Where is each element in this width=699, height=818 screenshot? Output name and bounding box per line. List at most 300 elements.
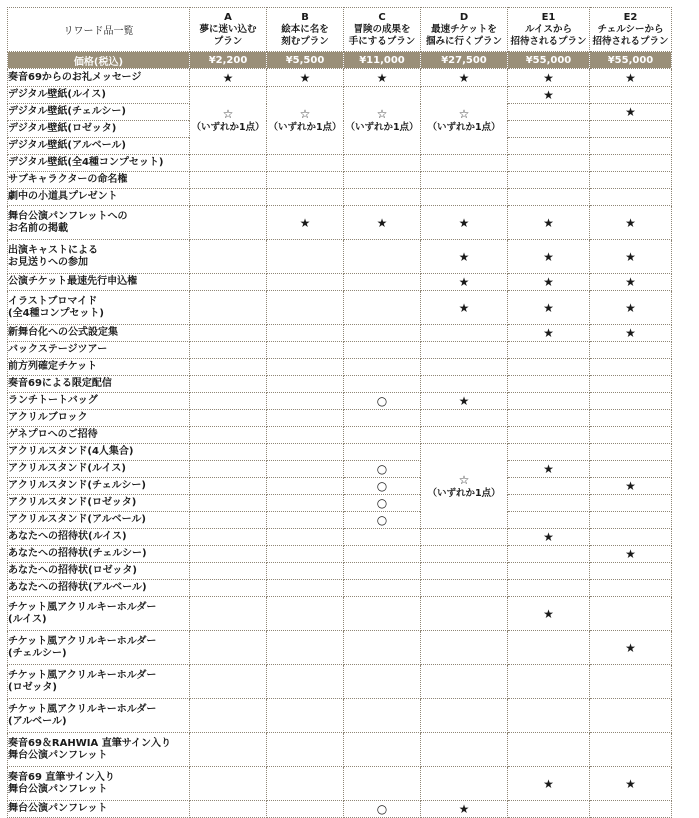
mark-cell: ★ bbox=[344, 69, 421, 87]
hollow-star-icon: ☆ bbox=[222, 107, 234, 121]
plan-name: 夢に迷い込む プラン bbox=[199, 23, 257, 47]
reward-item-label: デジタル壁紙(アルベール) bbox=[8, 138, 190, 155]
reward-item-label: 奏音69からのお礼メッセージ bbox=[8, 69, 190, 87]
reward-item-label: アクリルスタンド(4人集合) bbox=[8, 444, 190, 461]
mark-cell bbox=[344, 444, 421, 461]
mark-cell: ★ bbox=[590, 546, 672, 563]
mark-cell bbox=[590, 427, 672, 444]
mark-cell bbox=[267, 580, 344, 597]
mark-cell bbox=[344, 631, 421, 665]
mark-cell: ★ bbox=[590, 274, 672, 291]
mark-cell: ★ bbox=[590, 478, 672, 495]
price-b: ¥5,500 bbox=[267, 52, 344, 69]
mark-cell bbox=[590, 359, 672, 376]
choose-one-note: （いずれか1点） bbox=[427, 122, 501, 133]
mark-cell bbox=[190, 240, 267, 274]
mark-cell bbox=[344, 563, 421, 580]
mark-cell bbox=[190, 393, 267, 410]
mark-cell bbox=[590, 376, 672, 393]
mark-cell bbox=[344, 172, 421, 189]
mark-cell: ★ bbox=[508, 274, 590, 291]
table-row bbox=[8, 172, 672, 189]
mark-cell bbox=[267, 461, 344, 478]
plan-code: D bbox=[459, 11, 469, 23]
reward-item-label: チケット風アクリルキーホルダー (アルベール) bbox=[8, 699, 190, 733]
mark-cell bbox=[421, 342, 508, 359]
mark-cell bbox=[267, 427, 344, 444]
mark-cell bbox=[508, 376, 590, 393]
price-e1: ¥55,000 bbox=[508, 52, 590, 69]
choose-one-cell bbox=[190, 87, 267, 155]
mark-cell bbox=[590, 699, 672, 733]
mark-cell bbox=[190, 699, 267, 733]
mark-cell bbox=[508, 495, 590, 512]
reward-item-label: ランチトートバッグ bbox=[8, 393, 190, 410]
mark-cell bbox=[190, 189, 267, 206]
mark-cell bbox=[508, 189, 590, 206]
mark-cell bbox=[590, 495, 672, 512]
mark-cell bbox=[421, 597, 508, 631]
price-a: ¥2,200 bbox=[190, 52, 267, 69]
mark-cell bbox=[190, 478, 267, 495]
mark-cell bbox=[508, 172, 590, 189]
mark-cell: ★ bbox=[590, 240, 672, 274]
mark-cell bbox=[344, 291, 421, 325]
mark-cell bbox=[421, 359, 508, 376]
mark-cell bbox=[267, 597, 344, 631]
header-row bbox=[8, 8, 672, 52]
mark-cell: ★ bbox=[344, 206, 421, 240]
reward-item-label: あなたへの招待状(ルイス) bbox=[8, 529, 190, 546]
mark-cell bbox=[344, 155, 421, 172]
reward-item-label: 奏音69＆RAHWIA 直筆サイン入り 舞台公演パンフレット bbox=[8, 733, 190, 767]
mark-cell bbox=[190, 342, 267, 359]
mark-cell: ★ bbox=[508, 767, 590, 801]
mark-cell bbox=[421, 767, 508, 801]
mark-cell bbox=[344, 274, 421, 291]
mark-cell bbox=[344, 189, 421, 206]
table-row bbox=[8, 444, 672, 461]
mark-cell bbox=[267, 529, 344, 546]
hollow-star-icon: ☆ bbox=[458, 107, 470, 121]
table-row bbox=[8, 69, 672, 87]
table-row bbox=[8, 325, 672, 342]
choose-one-note: （いずれか1点） bbox=[427, 487, 501, 499]
mark-cell bbox=[590, 529, 672, 546]
mark-cell bbox=[508, 563, 590, 580]
mark-cell bbox=[508, 104, 590, 121]
reward-item-label: アクリルスタンド(ロゼッタ) bbox=[8, 495, 190, 512]
mark-cell bbox=[590, 87, 672, 104]
mark-cell bbox=[421, 546, 508, 563]
mark-cell bbox=[421, 665, 508, 699]
mark-cell bbox=[267, 359, 344, 376]
reward-item-label: イラストブロマイド (全4種コンプセット) bbox=[8, 291, 190, 325]
mark-cell bbox=[344, 240, 421, 274]
table-row bbox=[8, 597, 672, 631]
mark-cell: ○ bbox=[344, 461, 421, 478]
reward-table bbox=[7, 7, 672, 818]
mark-cell: ★ bbox=[508, 325, 590, 342]
mark-cell: ○ bbox=[344, 393, 421, 410]
mark-cell bbox=[267, 291, 344, 325]
table-row bbox=[8, 240, 672, 274]
reward-item-label: 新舞台化への公式設定集 bbox=[8, 325, 190, 342]
price-label: 価格(税込) bbox=[8, 52, 190, 69]
mark-cell bbox=[508, 359, 590, 376]
mark-cell bbox=[190, 597, 267, 631]
mark-cell: ★ bbox=[590, 206, 672, 240]
mark-cell bbox=[344, 359, 421, 376]
mark-cell: ★ bbox=[590, 325, 672, 342]
mark-cell: ★ bbox=[421, 240, 508, 274]
mark-cell bbox=[267, 495, 344, 512]
reward-item-label: 前方列確定チケット bbox=[8, 359, 190, 376]
mark-cell bbox=[267, 699, 344, 733]
plan-code: C bbox=[378, 11, 386, 23]
mark-cell bbox=[590, 172, 672, 189]
mark-cell bbox=[590, 512, 672, 529]
mark-cell: ★ bbox=[508, 291, 590, 325]
table-row bbox=[8, 733, 672, 767]
mark-cell bbox=[508, 801, 590, 818]
reward-item-label: あなたへの招待状(ロゼッタ) bbox=[8, 563, 190, 580]
table-row bbox=[8, 393, 672, 410]
table-row bbox=[8, 342, 672, 359]
hollow-star-icon: ☆ bbox=[458, 472, 470, 487]
table-row bbox=[8, 699, 672, 733]
table-row bbox=[8, 495, 672, 512]
plan-name: 最速チケットを 掴みに行くプラン bbox=[425, 23, 502, 47]
table-row bbox=[8, 801, 672, 818]
mark-cell bbox=[267, 240, 344, 274]
plan-code: A bbox=[224, 11, 232, 23]
mark-cell: ★ bbox=[590, 291, 672, 325]
mark-cell bbox=[344, 767, 421, 801]
table-row bbox=[8, 410, 672, 427]
mark-cell bbox=[190, 767, 267, 801]
mark-cell bbox=[590, 580, 672, 597]
mark-cell bbox=[421, 172, 508, 189]
mark-cell bbox=[344, 529, 421, 546]
mark-cell bbox=[190, 546, 267, 563]
mark-cell bbox=[421, 155, 508, 172]
mark-cell: ○ bbox=[344, 495, 421, 512]
mark-cell bbox=[267, 155, 344, 172]
mark-cell bbox=[267, 325, 344, 342]
mark-cell: ★ bbox=[421, 801, 508, 818]
choose-one-cell bbox=[344, 87, 421, 155]
mark-cell bbox=[590, 461, 672, 478]
mark-cell bbox=[267, 393, 344, 410]
mark-cell: ★ bbox=[508, 597, 590, 631]
mark-cell: ★ bbox=[590, 631, 672, 665]
reward-item-label: 奏音69 直筆サイン入り 舞台公演パンフレット bbox=[8, 767, 190, 801]
choose-one-note: （いずれか1点） bbox=[345, 122, 419, 133]
plan-name: チェルシーから 招待されるプラン bbox=[592, 23, 669, 47]
mark-cell bbox=[190, 359, 267, 376]
mark-cell bbox=[590, 563, 672, 580]
mark-cell: ★ bbox=[508, 206, 590, 240]
mark-cell bbox=[190, 376, 267, 393]
mark-cell: ★ bbox=[190, 69, 267, 87]
mark-cell bbox=[508, 393, 590, 410]
table-row bbox=[8, 478, 672, 495]
mark-cell bbox=[267, 631, 344, 665]
mark-cell bbox=[190, 291, 267, 325]
hollow-star-icon: ☆ bbox=[376, 107, 388, 121]
mark-cell bbox=[508, 410, 590, 427]
mark-cell bbox=[190, 155, 267, 172]
reward-item-label: ゲネプロへのご招待 bbox=[8, 427, 190, 444]
mark-cell bbox=[344, 427, 421, 444]
reward-item-label: 舞台公演パンフレット bbox=[8, 801, 190, 818]
mark-cell bbox=[508, 138, 590, 155]
mark-cell bbox=[190, 631, 267, 665]
mark-cell: ★ bbox=[508, 529, 590, 546]
table-row bbox=[8, 359, 672, 376]
mark-cell bbox=[267, 444, 344, 461]
mark-cell: ★ bbox=[421, 291, 508, 325]
mark-cell bbox=[190, 410, 267, 427]
mark-cell bbox=[421, 733, 508, 767]
mark-cell: ★ bbox=[421, 69, 508, 87]
mark-cell: ★ bbox=[508, 240, 590, 274]
mark-cell bbox=[344, 699, 421, 733]
reward-item-label: バックステージツアー bbox=[8, 342, 190, 359]
table-row bbox=[8, 563, 672, 580]
mark-cell bbox=[421, 699, 508, 733]
mark-cell bbox=[267, 665, 344, 699]
mark-cell: ★ bbox=[267, 206, 344, 240]
mark-cell bbox=[267, 801, 344, 818]
reward-item-label: デジタル壁紙(全4種コンプセット) bbox=[8, 155, 190, 172]
mark-cell bbox=[190, 665, 267, 699]
mark-cell bbox=[590, 121, 672, 138]
mark-cell bbox=[267, 563, 344, 580]
mark-cell bbox=[190, 580, 267, 597]
mark-cell: ★ bbox=[421, 206, 508, 240]
reward-item-label: アクリルスタンド(アルベール) bbox=[8, 512, 190, 529]
plan-code: E1 bbox=[541, 11, 556, 23]
plan-name: 絵本に名を 刻むプラン bbox=[281, 23, 329, 47]
plan-header-d bbox=[421, 8, 508, 52]
mark-cell bbox=[267, 478, 344, 495]
mark-cell bbox=[508, 733, 590, 767]
mark-cell bbox=[590, 410, 672, 427]
mark-cell bbox=[421, 563, 508, 580]
mark-cell bbox=[421, 376, 508, 393]
reward-item-label: あなたへの招待状(アルベール) bbox=[8, 580, 190, 597]
mark-cell bbox=[190, 733, 267, 767]
mark-cell bbox=[190, 529, 267, 546]
table-row bbox=[8, 206, 672, 240]
reward-item-label: あなたへの招待状(チェルシー) bbox=[8, 546, 190, 563]
mark-cell bbox=[508, 512, 590, 529]
mark-cell bbox=[508, 427, 590, 444]
mark-cell: ★ bbox=[590, 767, 672, 801]
mark-cell bbox=[590, 189, 672, 206]
mark-cell bbox=[267, 546, 344, 563]
mark-cell bbox=[267, 767, 344, 801]
mark-cell bbox=[421, 529, 508, 546]
mark-cell bbox=[267, 733, 344, 767]
mark-cell bbox=[344, 342, 421, 359]
mark-cell bbox=[508, 342, 590, 359]
table-row bbox=[8, 274, 672, 291]
mark-cell bbox=[508, 631, 590, 665]
mark-cell bbox=[590, 393, 672, 410]
mark-cell bbox=[344, 410, 421, 427]
plan-header-b bbox=[267, 8, 344, 52]
mark-cell bbox=[344, 665, 421, 699]
mark-cell bbox=[508, 699, 590, 733]
choose-one-cell bbox=[421, 87, 508, 155]
table-row bbox=[8, 189, 672, 206]
mark-cell bbox=[267, 376, 344, 393]
mark-cell bbox=[508, 444, 590, 461]
plan-code: E2 bbox=[623, 11, 638, 23]
reward-item-label: チケット風アクリルキーホルダー (ロゼッタ) bbox=[8, 665, 190, 699]
table-row bbox=[8, 580, 672, 597]
mark-cell bbox=[421, 631, 508, 665]
choose-one-cell bbox=[267, 87, 344, 155]
mark-cell bbox=[421, 410, 508, 427]
mark-cell: ○ bbox=[344, 801, 421, 818]
mark-cell bbox=[344, 376, 421, 393]
table-row bbox=[8, 461, 672, 478]
mark-cell bbox=[190, 172, 267, 189]
price-c: ¥11,000 bbox=[344, 52, 421, 69]
mark-cell bbox=[190, 801, 267, 818]
mark-cell bbox=[590, 801, 672, 818]
choose-one-cell bbox=[421, 444, 508, 529]
mark-cell bbox=[267, 172, 344, 189]
reward-item-label: 奏音69による限定配信 bbox=[8, 376, 190, 393]
mark-cell bbox=[508, 155, 590, 172]
mark-cell bbox=[344, 325, 421, 342]
table-title: リワード品一覧 bbox=[8, 8, 190, 52]
reward-item-label: アクリルスタンド(ルイス) bbox=[8, 461, 190, 478]
price-d: ¥27,500 bbox=[421, 52, 508, 69]
mark-cell: ★ bbox=[508, 69, 590, 87]
mark-cell bbox=[190, 495, 267, 512]
mark-cell: ★ bbox=[508, 87, 590, 104]
mark-cell bbox=[344, 733, 421, 767]
table-row bbox=[8, 87, 672, 104]
table-row bbox=[8, 291, 672, 325]
mark-cell bbox=[590, 733, 672, 767]
mark-cell bbox=[421, 189, 508, 206]
mark-cell bbox=[590, 444, 672, 461]
reward-item-label: デジタル壁紙(ロゼッタ) bbox=[8, 121, 190, 138]
mark-cell: ★ bbox=[508, 461, 590, 478]
reward-item-label: 出演キャストによる お見送りへの参加 bbox=[8, 240, 190, 274]
mark-cell bbox=[267, 274, 344, 291]
mark-cell: ★ bbox=[590, 69, 672, 87]
mark-cell bbox=[590, 597, 672, 631]
choose-one-note: （いずれか1点） bbox=[268, 122, 342, 133]
mark-cell bbox=[508, 546, 590, 563]
reward-item-label: 舞台公演パンフレットへの お名前の掲載 bbox=[8, 206, 190, 240]
mark-cell: ★ bbox=[421, 274, 508, 291]
table-row bbox=[8, 427, 672, 444]
mark-cell bbox=[590, 155, 672, 172]
mark-cell bbox=[508, 580, 590, 597]
mark-cell bbox=[590, 665, 672, 699]
mark-cell bbox=[190, 444, 267, 461]
hollow-star-icon: ☆ bbox=[299, 107, 311, 121]
mark-cell bbox=[421, 427, 508, 444]
reward-item-label: アクリルスタンド(チェルシー) bbox=[8, 478, 190, 495]
reward-item-label: チケット風アクリルキーホルダー (ルイス) bbox=[8, 597, 190, 631]
price-row bbox=[8, 52, 672, 69]
mark-cell bbox=[190, 563, 267, 580]
mark-cell bbox=[421, 580, 508, 597]
table-row bbox=[8, 155, 672, 172]
mark-cell bbox=[508, 121, 590, 138]
mark-cell: ★ bbox=[421, 393, 508, 410]
table-row bbox=[8, 767, 672, 801]
mark-cell bbox=[421, 325, 508, 342]
mark-cell: ★ bbox=[267, 69, 344, 87]
table-row bbox=[8, 631, 672, 665]
mark-cell bbox=[267, 189, 344, 206]
mark-cell bbox=[190, 461, 267, 478]
plan-header-e2 bbox=[590, 8, 672, 52]
mark-cell bbox=[267, 512, 344, 529]
table-row bbox=[8, 529, 672, 546]
reward-item-label: チケット風アクリルキーホルダー (チェルシー) bbox=[8, 631, 190, 665]
mark-cell bbox=[508, 478, 590, 495]
plan-name: 冒険の成果を 手にするプラン bbox=[348, 23, 416, 47]
plan-code: B bbox=[301, 11, 309, 23]
mark-cell bbox=[267, 410, 344, 427]
mark-cell bbox=[508, 665, 590, 699]
reward-item-label: デジタル壁紙(チェルシー) bbox=[8, 104, 190, 121]
mark-cell bbox=[344, 546, 421, 563]
table-row bbox=[8, 546, 672, 563]
plan-header-c bbox=[344, 8, 421, 52]
mark-cell bbox=[344, 597, 421, 631]
price-e2: ¥55,000 bbox=[590, 52, 672, 69]
mark-cell bbox=[590, 138, 672, 155]
reward-item-label: アクリルブロック bbox=[8, 410, 190, 427]
mark-cell bbox=[190, 206, 267, 240]
reward-item-label: 公演チケット最速先行申込権 bbox=[8, 274, 190, 291]
mark-cell: ★ bbox=[590, 104, 672, 121]
mark-cell bbox=[190, 325, 267, 342]
plan-name: ルイスから 招待されるプラン bbox=[510, 23, 587, 47]
mark-cell: ○ bbox=[344, 512, 421, 529]
mark-cell bbox=[344, 580, 421, 597]
mark-cell bbox=[190, 274, 267, 291]
plan-header-e1 bbox=[508, 8, 590, 52]
reward-item-label: 劇中の小道具プレゼント bbox=[8, 189, 190, 206]
plan-header-a bbox=[190, 8, 267, 52]
mark-cell bbox=[190, 512, 267, 529]
reward-item-label: デジタル壁紙(ルイス) bbox=[8, 87, 190, 104]
table-row bbox=[8, 376, 672, 393]
mark-cell bbox=[190, 427, 267, 444]
mark-cell bbox=[267, 342, 344, 359]
table-row bbox=[8, 665, 672, 699]
mark-cell bbox=[590, 342, 672, 359]
choose-one-note: （いずれか1点） bbox=[191, 122, 265, 133]
reward-item-label: サブキャラクターの命名権 bbox=[8, 172, 190, 189]
table-row bbox=[8, 512, 672, 529]
mark-cell: ○ bbox=[344, 478, 421, 495]
